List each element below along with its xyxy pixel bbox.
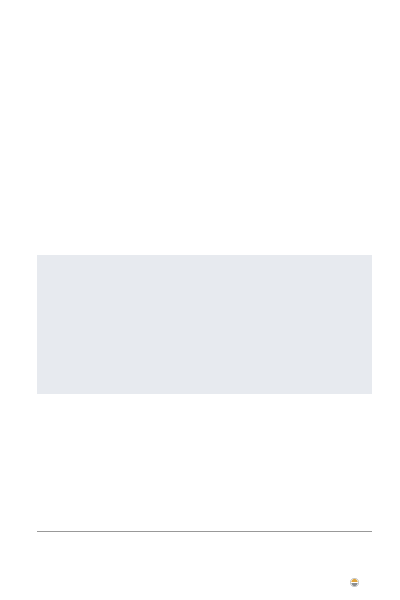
affiliations bbox=[37, 162, 372, 174]
crossmark-badge[interactable] bbox=[350, 578, 361, 587]
crossmark-icon bbox=[350, 578, 359, 587]
download-notice bbox=[4, 575, 344, 582]
footer-divider bbox=[37, 531, 372, 532]
abstract-box bbox=[37, 255, 372, 394]
